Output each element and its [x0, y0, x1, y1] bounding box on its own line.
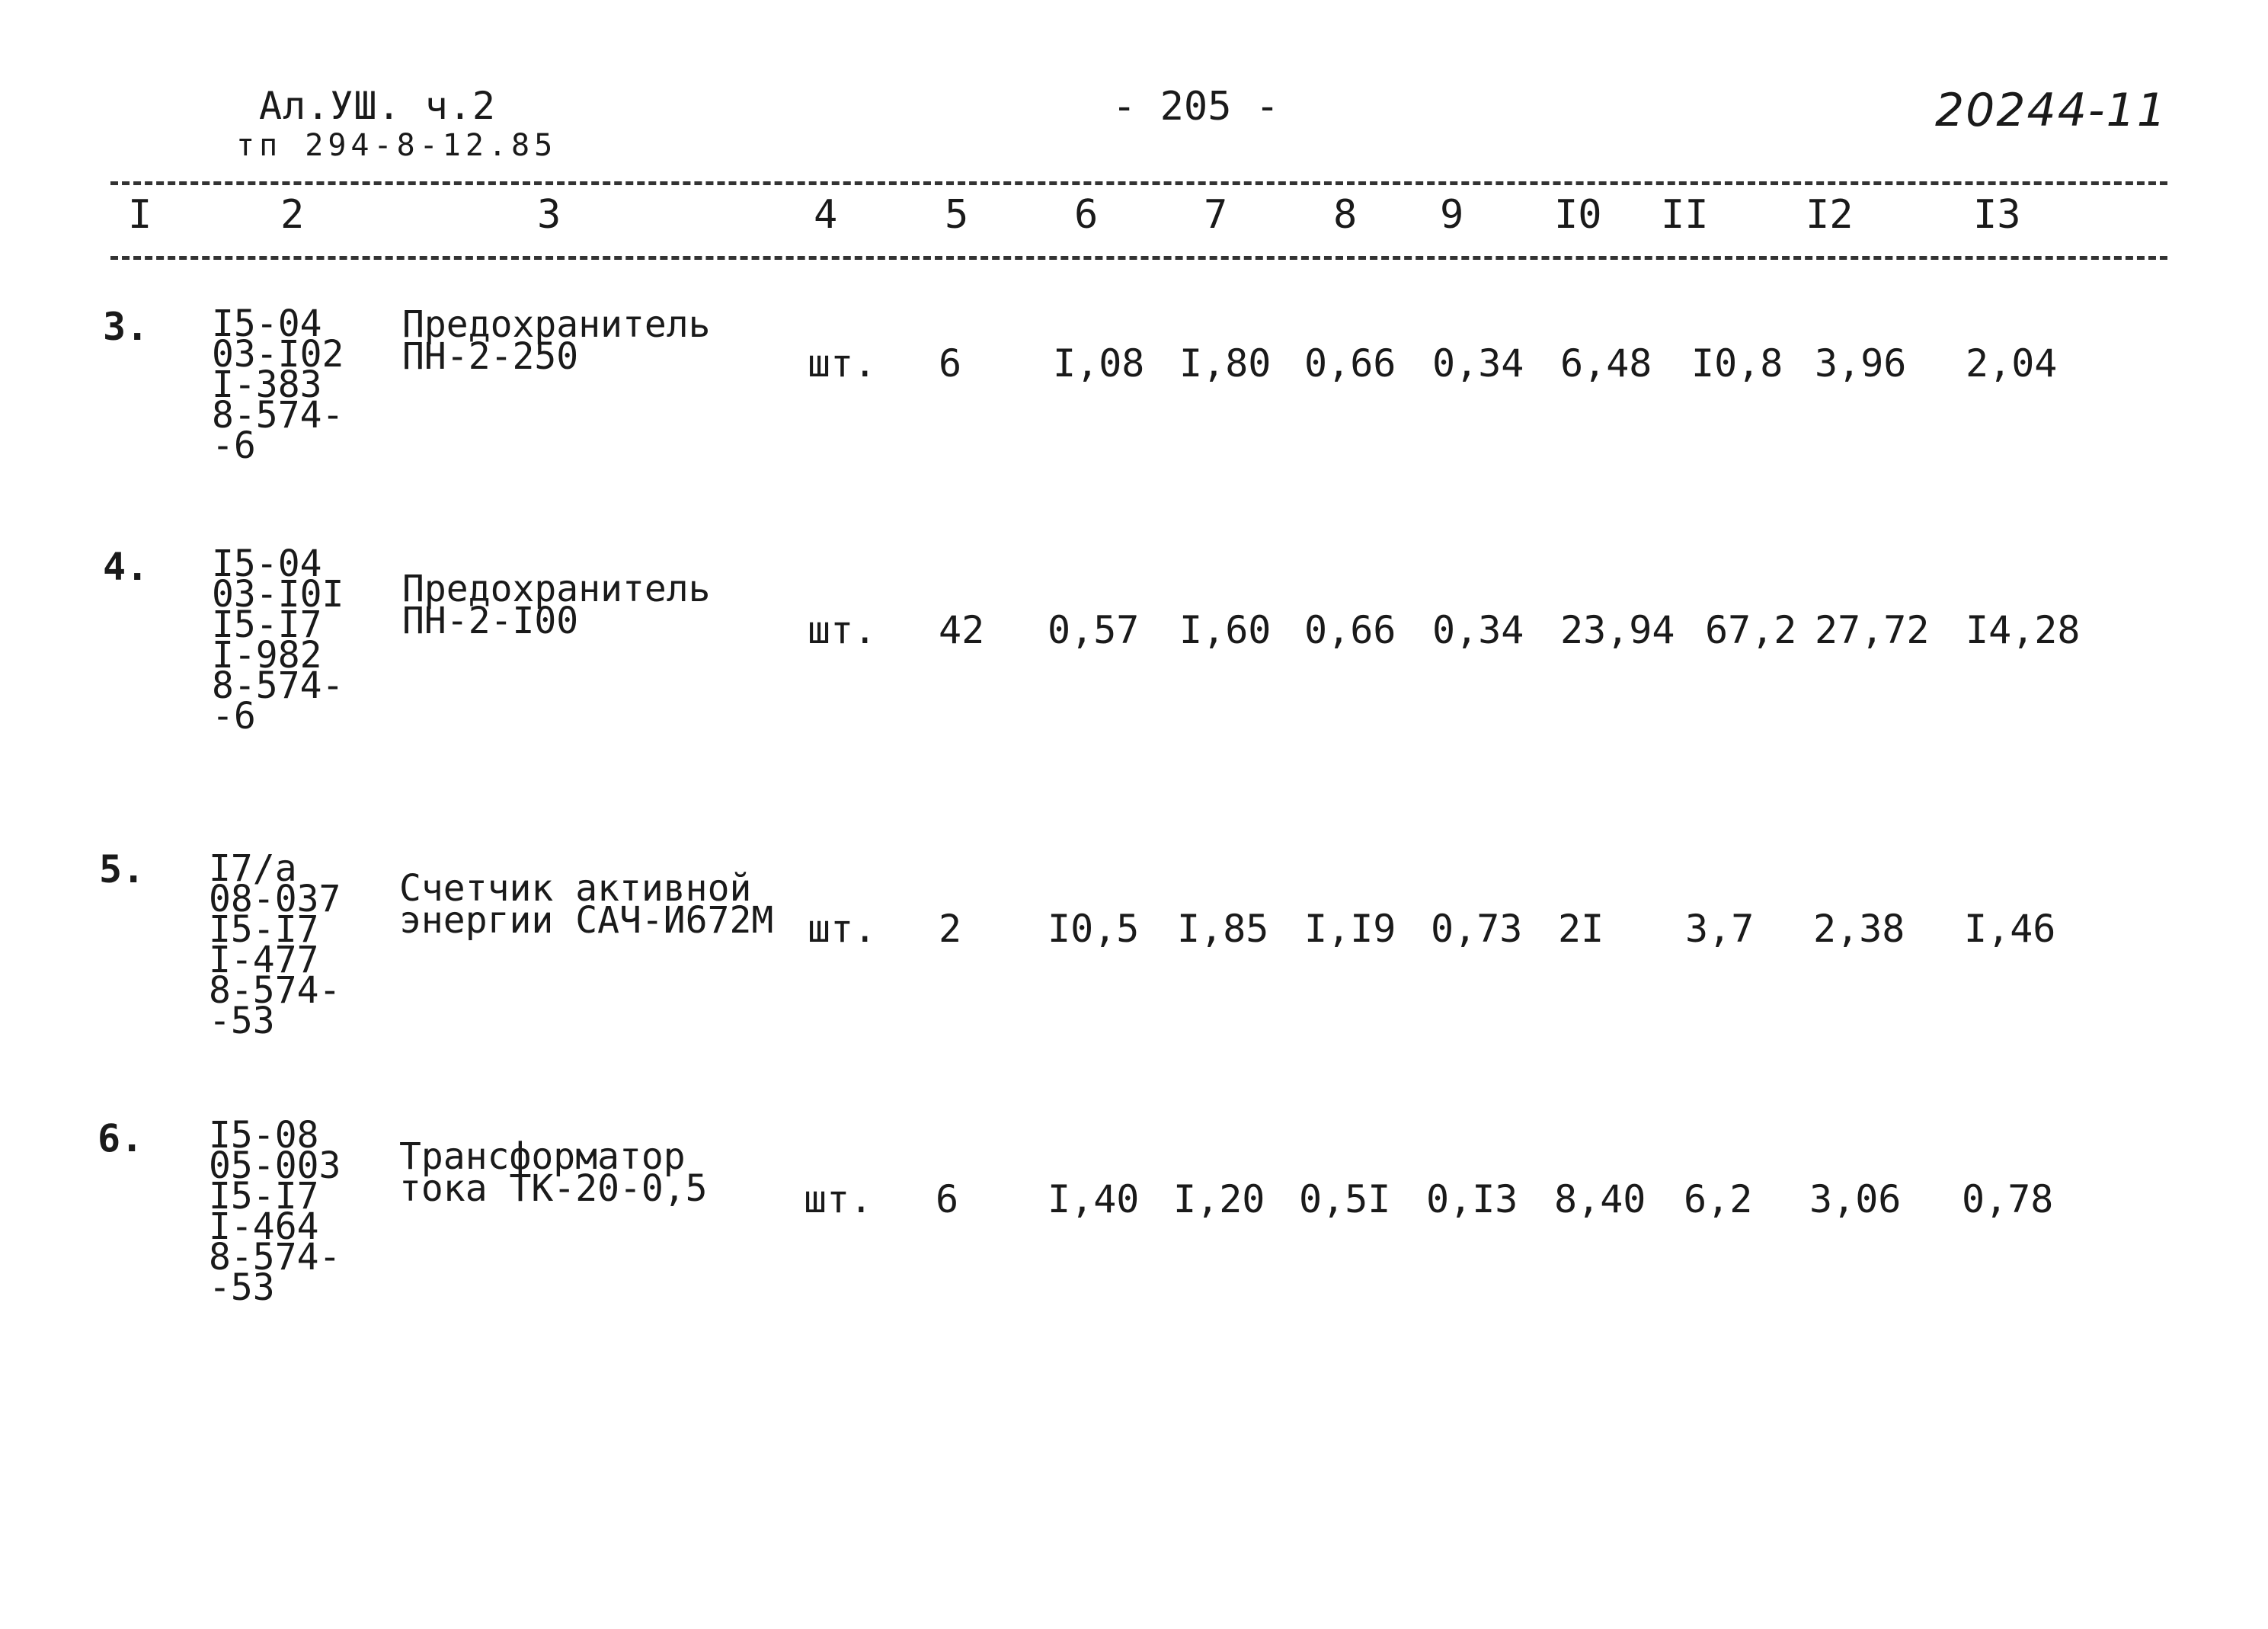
price-code: I7/а 08-037 I5-I7 I-477 8-574- -53 — [209, 847, 341, 1042]
value-col9: 0,73 — [1431, 907, 1523, 951]
col-header: 3 — [537, 192, 561, 238]
value-col6: I,08 — [1053, 341, 1145, 386]
value-col10: 8,40 — [1554, 1177, 1646, 1221]
value-col10: 23,94 — [1560, 608, 1675, 652]
value-col10: 6,48 — [1560, 341, 1652, 386]
unit: шт. — [808, 341, 877, 386]
col-header: 5 — [945, 192, 969, 238]
value-col7: I,85 — [1177, 907, 1269, 951]
row-number: 4. — [103, 545, 149, 589]
item-name: Предохранитель ПН-2-250 — [402, 303, 711, 378]
price-code: I5-08 05-003 I5-I7 I-464 8-574- -53 — [209, 1114, 341, 1309]
value-col8: I,I9 — [1304, 907, 1396, 951]
value-col13: I4,28 — [1966, 608, 2081, 652]
col-header: 6 — [1074, 192, 1099, 238]
col-header: 8 — [1333, 192, 1358, 238]
page-number: - 205 - — [1112, 84, 1280, 130]
value-col11: 67,2 — [1705, 608, 1797, 652]
value-col6: 0,57 — [1048, 608, 1140, 652]
value-col8: 0,66 — [1304, 608, 1396, 652]
price-code: I5-04 03-I02 I-383 8-574- -6 — [212, 302, 344, 467]
value-col5: 42 — [939, 608, 985, 652]
document-reference: Ал.УШ. ч.2 — [259, 84, 497, 128]
row-number: 3. — [103, 305, 149, 349]
value-col5: 6 — [936, 1177, 959, 1221]
item-name: Счетчик активной энергии САЧ-И672М — [399, 867, 774, 942]
value-col5: 2 — [939, 907, 962, 951]
value-col11: 3,7 — [1685, 907, 1755, 951]
price-code: I5-04 03-I0I I5-I7 I-982 8-574- -6 — [212, 542, 344, 738]
unit: шт. — [804, 1177, 873, 1221]
value-col9: 0,I3 — [1426, 1177, 1518, 1221]
value-col12: 3,96 — [1815, 341, 1907, 386]
value-col6: I0,5 — [1048, 907, 1140, 951]
unit: шт. — [808, 907, 877, 951]
unit: шт. — [808, 608, 877, 652]
col-header: 7 — [1204, 192, 1228, 238]
value-col13: 2,04 — [1966, 341, 2058, 386]
col-header: II — [1661, 192, 1709, 238]
value-col7: I,80 — [1179, 341, 1272, 386]
value-col11: I0,8 — [1691, 341, 1783, 386]
value-col10: 2I — [1558, 907, 1604, 951]
item-name: Трансформатор тока ТК-20-0,5 — [399, 1135, 708, 1210]
project-number: тп 294-8-12.85 — [236, 128, 558, 163]
col-header: 2 — [280, 192, 305, 238]
value-col13: 0,78 — [1962, 1177, 2054, 1221]
col-header: 4 — [814, 192, 838, 238]
value-col11: 6,2 — [1684, 1177, 1753, 1221]
col-header: I0 — [1554, 192, 1602, 238]
value-col7: I,60 — [1179, 608, 1272, 652]
top-rule — [110, 181, 2167, 185]
col-header: I3 — [1973, 192, 2021, 238]
col-header: 9 — [1440, 192, 1464, 238]
item-name: Предохранитель ПН-2-I00 — [402, 568, 711, 642]
header-bottom-rule — [110, 256, 2167, 260]
value-col9: 0,34 — [1432, 341, 1524, 386]
value-col8: 0,66 — [1304, 341, 1396, 386]
value-col12: 27,72 — [1815, 608, 1930, 652]
value-col8: 0,5I — [1299, 1177, 1391, 1221]
value-col7: I,20 — [1173, 1177, 1265, 1221]
value-col5: 6 — [939, 341, 962, 386]
row-number: 6. — [98, 1116, 144, 1160]
handwritten-code: 20244-11 — [1935, 84, 2167, 137]
value-col12: 2,38 — [1813, 907, 1905, 951]
row-number: 5. — [99, 847, 146, 891]
value-col9: 0,34 — [1432, 608, 1524, 652]
value-col12: 3,06 — [1809, 1177, 1902, 1221]
value-col13: I,46 — [1964, 907, 2056, 951]
col-header: I — [128, 192, 152, 238]
value-col6: I,40 — [1048, 1177, 1140, 1221]
col-header: I2 — [1806, 192, 1854, 238]
